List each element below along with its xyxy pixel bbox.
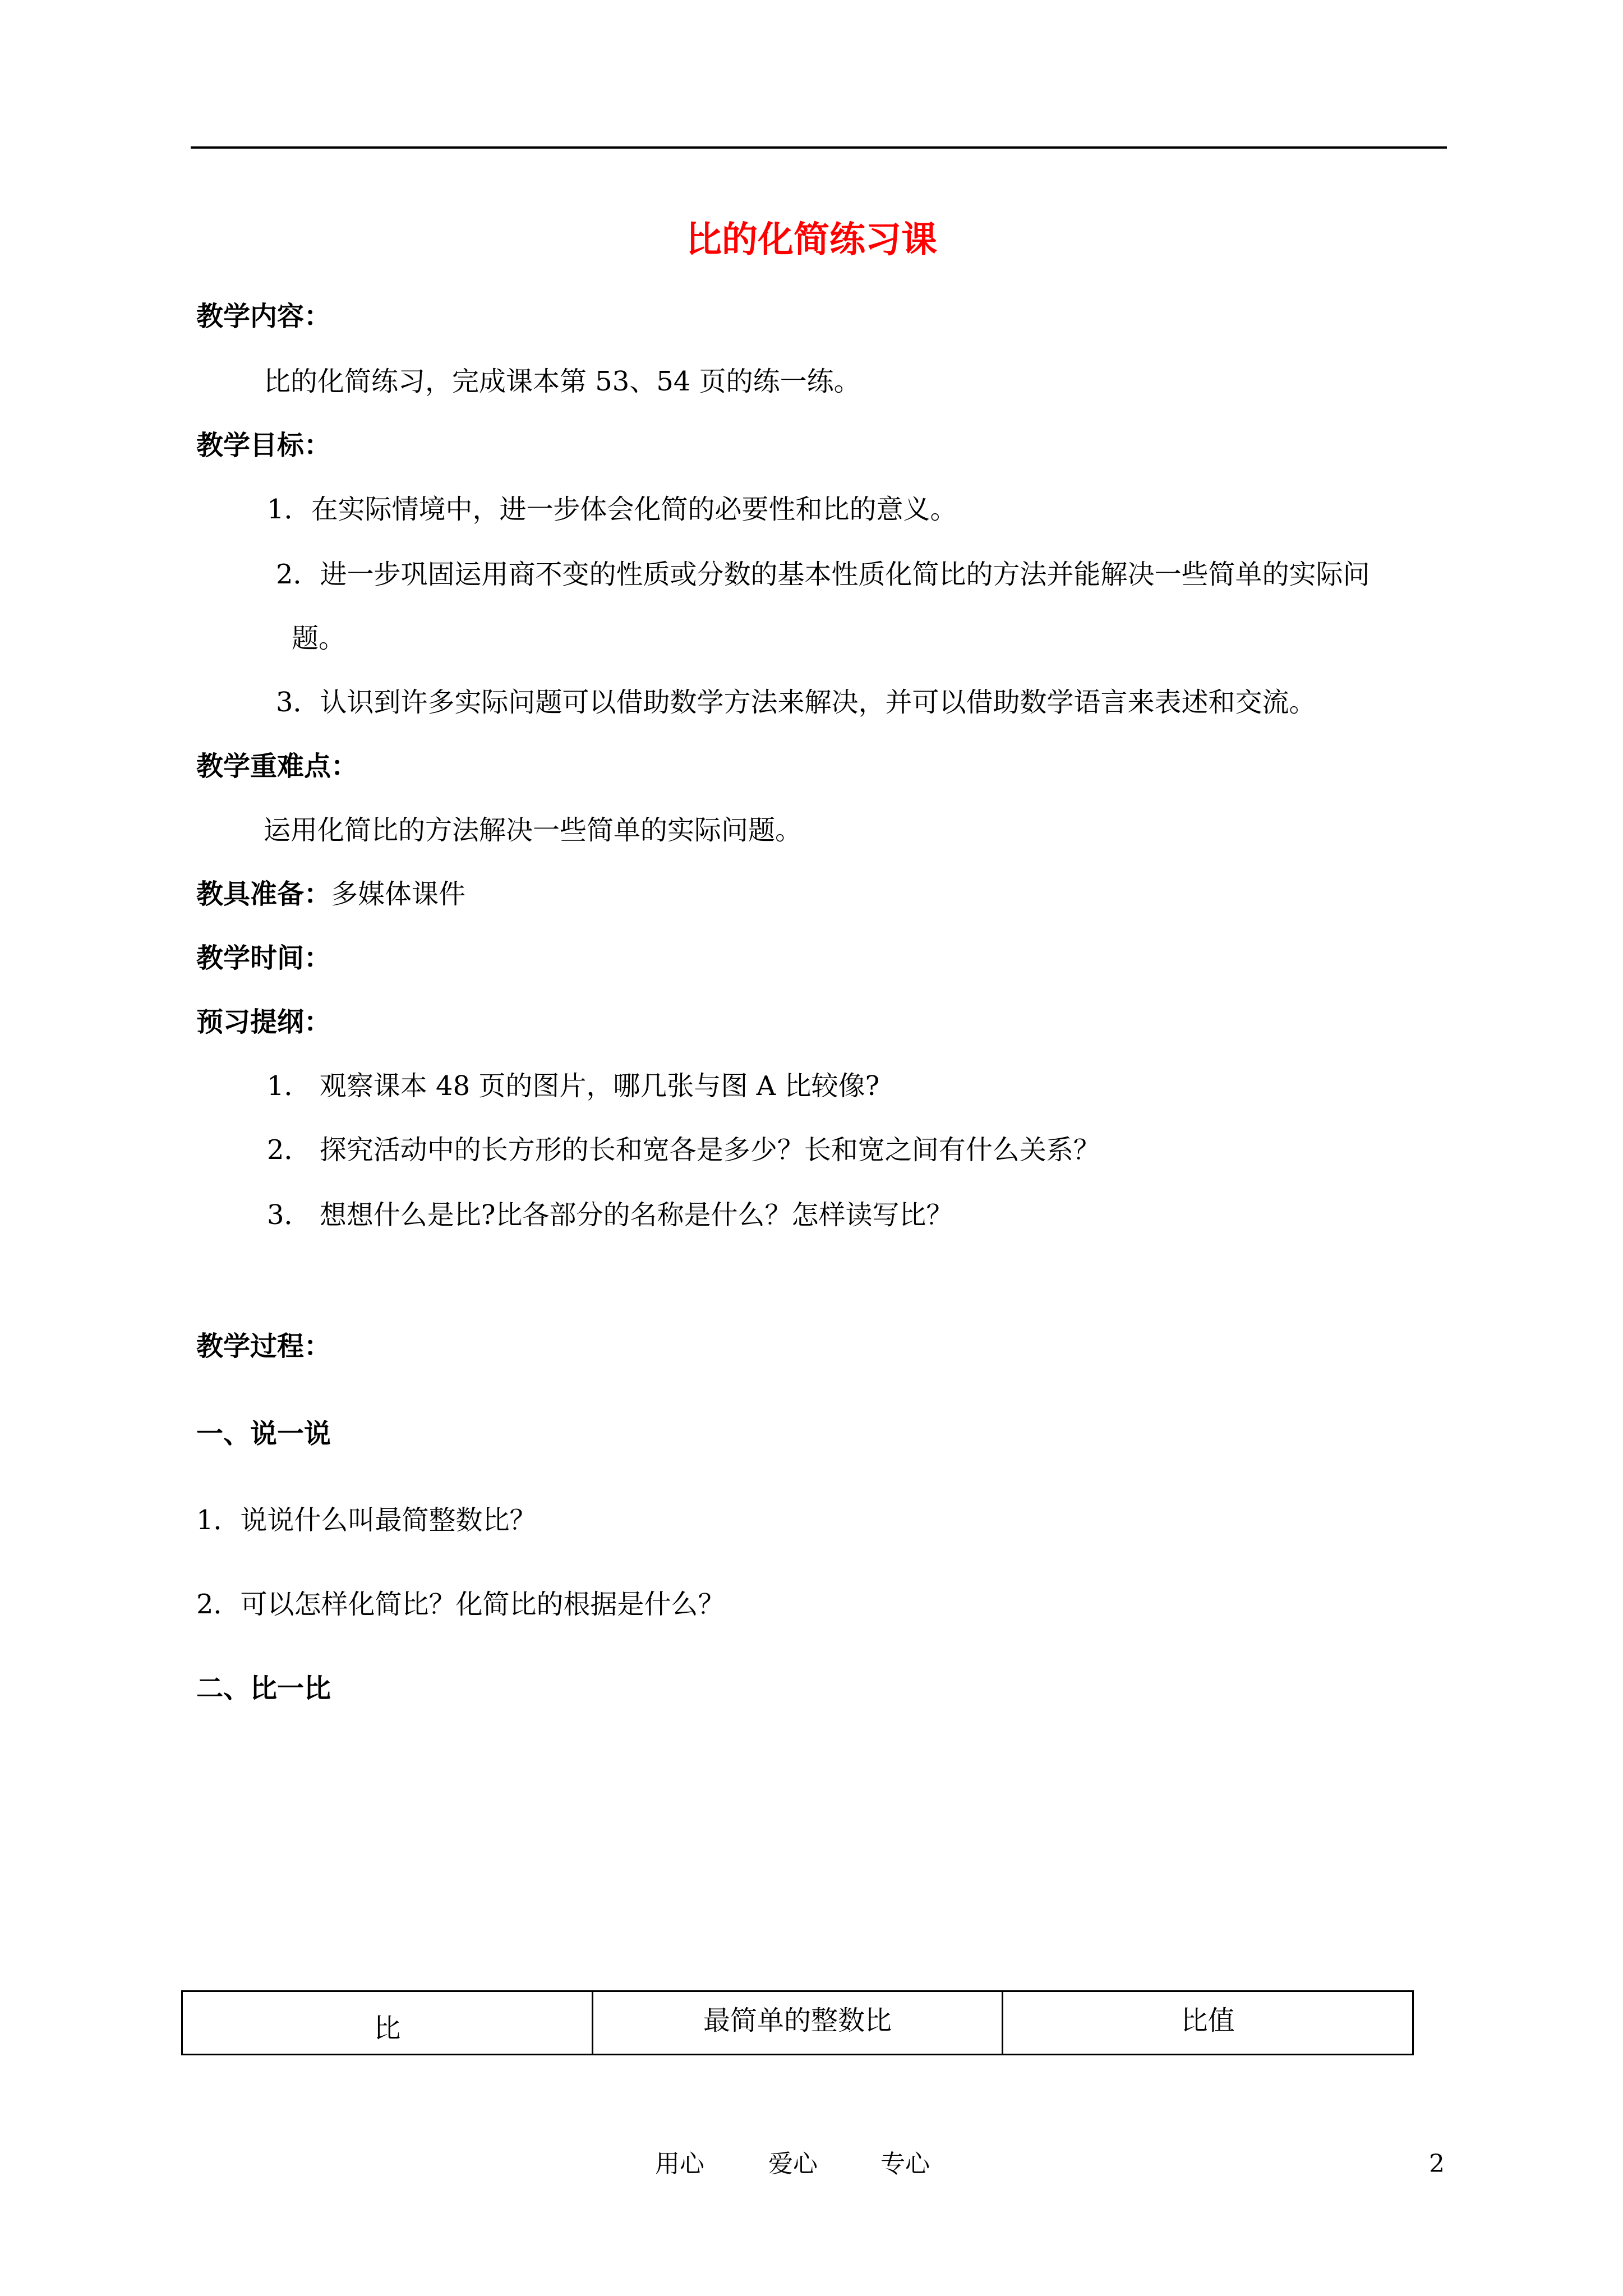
objectives-heading: 教学目标： — [196, 430, 331, 461]
preview-item-2: 2． 探究活动中的长方形的长和宽各是多少？长和宽之间有什么关系？ — [267, 1134, 1100, 1166]
page-title: 比的化简练习课 — [686, 219, 937, 261]
process-heading: 教学过程： — [196, 1331, 331, 1362]
content-heading: 教学内容： — [196, 301, 331, 332]
objective-item-1: 1．在实际情境中，进一步体会化简的必要性和比的意义。 — [267, 494, 957, 525]
objective-item-2: 2．进一步巩固运用商不变的性质或分数的基本性质化简比的方法并能解决一些简单的实际问 — [276, 559, 1370, 590]
table-header-simplest-ratio: 最简单的整数比 — [592, 1991, 1003, 2055]
table-header-ratio: 比 — [182, 1991, 593, 2055]
tools-heading: 教具准备： — [196, 878, 331, 910]
objective-item-3: 3．认识到许多实际问题可以借助数学方法来解决，并可以借助数学语言来表述和交流。 — [276, 687, 1316, 718]
tools-text: 多媒体课件 — [331, 878, 466, 910]
preview-item-1: 1． 观察课本 48 页的图片，哪几张与图 A 比较像? — [267, 1070, 880, 1102]
preview-heading: 预习提纲： — [196, 1006, 331, 1038]
preview-item-3: 3． 想想什么是比?比各部分的名称是什么？怎样读写比？ — [267, 1199, 953, 1231]
objective-item-2-continued: 题。 — [292, 623, 346, 654]
section-2-heading: 二、比一比 — [196, 1673, 331, 1704]
header-rule — [191, 146, 1447, 149]
section-1-heading: 一、说一说 — [196, 1418, 331, 1450]
question-2: 2．可以怎样化简比？化简比的根据是什么？ — [196, 1589, 725, 1620]
footer-slogan-2: 爱心 — [768, 2150, 818, 2178]
time-heading: 教学时间： — [196, 942, 331, 974]
footer-slogan-3: 专心 — [880, 2150, 930, 2178]
content-text: 比的化简练习，完成课本第 53、54 页的练一练。 — [264, 366, 861, 397]
key-points-text: 运用化简比的方法解决一些简单的实际问题。 — [264, 815, 803, 846]
ratio-table — [181, 1990, 1414, 2055]
page-number: 2 — [1429, 2150, 1445, 2178]
footer-slogan-1: 用心 — [655, 2150, 704, 2178]
tools-line — [196, 877, 465, 911]
table-header-ratio-value: 比值 — [1003, 1991, 1413, 2055]
question-1: 1．说说什么叫最简整数比？ — [196, 1504, 537, 1536]
key-points-heading: 教学重难点： — [196, 751, 358, 782]
table-header-row — [182, 1991, 1413, 2055]
